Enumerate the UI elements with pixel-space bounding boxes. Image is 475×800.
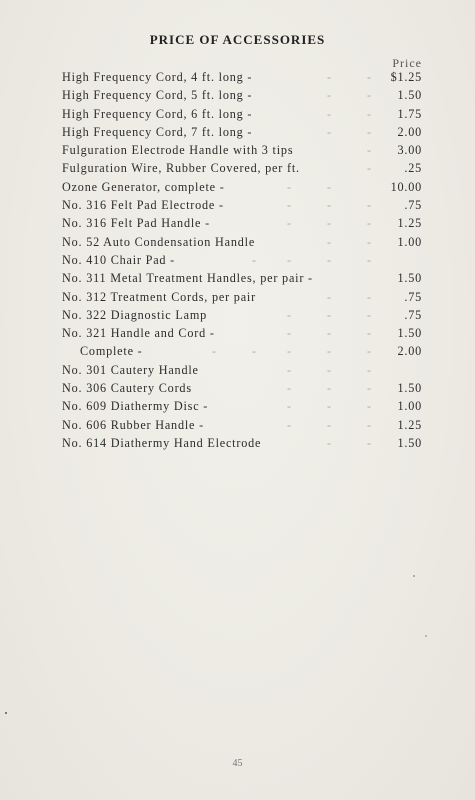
price-row bbox=[62, 381, 422, 399]
page-title: PRICE OF ACCESSORIES bbox=[149, 32, 326, 47]
item-description: No. 321 Handle and Cord - bbox=[62, 326, 215, 341]
item-description: No. 312 Treatment Cords, per pair bbox=[62, 289, 256, 304]
leader-dash: - bbox=[367, 124, 372, 139]
item-description: No. 316 Felt Pad Electrode - bbox=[62, 198, 224, 213]
price-row bbox=[62, 308, 422, 326]
price-row bbox=[62, 363, 422, 381]
leader-dash: - bbox=[212, 344, 217, 359]
leader-dash: - bbox=[367, 381, 372, 396]
item-description: No. 322 Diagnostic Lamp bbox=[62, 307, 207, 322]
price-row bbox=[62, 88, 422, 106]
item-price: 10.00 bbox=[390, 179, 422, 194]
price-row bbox=[62, 107, 422, 125]
item-description: No. 614 Diathermy Hand Electrode bbox=[62, 435, 262, 450]
item-price: 3.00 bbox=[397, 143, 422, 158]
item-description: Fulguration Wire, Rubber Covered, per ft. bbox=[62, 161, 300, 176]
leader-dash: - bbox=[287, 179, 292, 194]
paper-speck bbox=[413, 575, 415, 577]
price-row bbox=[62, 344, 422, 362]
leader-dash: - bbox=[287, 326, 292, 341]
leader-dash: - bbox=[327, 344, 332, 359]
leader-dash: - bbox=[327, 307, 332, 322]
price-row bbox=[62, 198, 422, 216]
leader-dash: - bbox=[367, 417, 372, 432]
leader-dash: - bbox=[367, 143, 372, 158]
leader-dash: - bbox=[327, 289, 332, 304]
leader-dash: - bbox=[367, 106, 372, 121]
leader-dash: - bbox=[367, 326, 372, 341]
leader-dash: - bbox=[287, 417, 292, 432]
leader-dash: - bbox=[367, 344, 372, 359]
item-price: 1.25 bbox=[397, 216, 422, 231]
item-price: .25 bbox=[404, 161, 422, 176]
price-row bbox=[62, 143, 422, 161]
leader-dash: - bbox=[367, 252, 372, 267]
leader-dash: - bbox=[367, 234, 372, 249]
price-row bbox=[62, 161, 422, 179]
item-description: Complete - bbox=[80, 344, 143, 359]
price-row bbox=[62, 180, 422, 198]
price-list bbox=[62, 70, 422, 454]
leader-dash: - bbox=[287, 252, 292, 267]
leader-dash: - bbox=[327, 381, 332, 396]
leader-dash: - bbox=[327, 88, 332, 103]
page-number: 45 bbox=[232, 758, 243, 769]
price-row bbox=[62, 326, 422, 344]
price-row bbox=[62, 70, 422, 88]
leader-dash: - bbox=[327, 362, 332, 377]
price-row bbox=[62, 216, 422, 234]
leader-dash: - bbox=[287, 216, 292, 231]
item-price: 1.50 bbox=[397, 271, 422, 286]
item-price: 1.50 bbox=[397, 88, 422, 103]
price-row bbox=[62, 399, 422, 417]
item-price: 1.25 bbox=[397, 417, 422, 432]
item-price: .75 bbox=[404, 289, 422, 304]
item-price: 2.00 bbox=[397, 124, 422, 139]
leader-dash: - bbox=[252, 344, 257, 359]
item-description: High Frequency Cord, 7 ft. long - bbox=[62, 124, 253, 139]
leader-dash: - bbox=[327, 124, 332, 139]
leader-dash: - bbox=[367, 70, 372, 84]
item-price: 2.00 bbox=[397, 344, 422, 359]
leader-dash: - bbox=[287, 381, 292, 396]
item-price: 1.00 bbox=[397, 234, 422, 249]
price-row bbox=[62, 253, 422, 271]
leader-dash: - bbox=[327, 326, 332, 341]
leader-dash: - bbox=[327, 198, 332, 213]
item-price: 1.50 bbox=[397, 326, 422, 341]
item-description: No. 609 Diathermy Disc - bbox=[62, 399, 209, 414]
price-row bbox=[62, 290, 422, 308]
leader-dash: - bbox=[367, 289, 372, 304]
item-description: High Frequency Cord, 5 ft. long - bbox=[62, 88, 253, 103]
leader-dash: - bbox=[367, 362, 372, 377]
paper-speck bbox=[425, 635, 427, 637]
price-row bbox=[62, 271, 422, 289]
item-price: 1.50 bbox=[397, 381, 422, 396]
item-price: .75 bbox=[404, 198, 422, 213]
leader-dash: - bbox=[327, 106, 332, 121]
price-row bbox=[62, 418, 422, 436]
item-price: $1.25 bbox=[390, 70, 422, 84]
item-description: High Frequency Cord, 4 ft. long - bbox=[62, 70, 253, 84]
leader-dash: - bbox=[367, 435, 372, 450]
item-description: No. 306 Cautery Cords bbox=[62, 381, 192, 396]
item-description: No. 301 Cautery Handle bbox=[62, 362, 199, 377]
item-description: No. 410 Chair Pad - bbox=[62, 252, 176, 267]
leader-dash: - bbox=[327, 216, 332, 231]
leader-dash: - bbox=[327, 234, 332, 249]
leader-dash: - bbox=[252, 252, 257, 267]
item-description: No. 316 Felt Pad Handle - bbox=[62, 216, 210, 231]
item-price: 1.00 bbox=[397, 399, 422, 414]
item-description: Ozone Generator, complete - bbox=[62, 179, 225, 194]
leader-dash: - bbox=[327, 399, 332, 414]
item-price: 1.50 bbox=[397, 435, 422, 450]
price-row bbox=[62, 436, 422, 454]
paper-speck bbox=[5, 712, 7, 714]
price-column-header: Price bbox=[392, 56, 422, 70]
leader-dash: - bbox=[287, 307, 292, 322]
leader-dash: - bbox=[367, 161, 372, 176]
item-description: No. 311 Metal Treatment Handles, per pair - bbox=[62, 271, 313, 286]
leader-dash: - bbox=[327, 179, 332, 194]
leader-dash: - bbox=[327, 252, 332, 267]
item-description: No. 606 Rubber Handle - bbox=[62, 417, 204, 432]
leader-dash: - bbox=[367, 198, 372, 213]
price-row bbox=[62, 125, 422, 143]
leader-dash: - bbox=[327, 417, 332, 432]
leader-dash: - bbox=[287, 362, 292, 377]
price-row bbox=[62, 235, 422, 253]
item-description: No. 52 Auto Condensation Handle bbox=[62, 234, 256, 249]
leader-dash: - bbox=[367, 399, 372, 414]
leader-dash: - bbox=[287, 198, 292, 213]
leader-dash: - bbox=[327, 435, 332, 450]
leader-dash: - bbox=[367, 88, 372, 103]
leader-dash: - bbox=[327, 70, 332, 84]
leader-dash: - bbox=[367, 216, 372, 231]
leader-dash: - bbox=[367, 307, 372, 322]
item-price: 1.75 bbox=[397, 106, 422, 121]
item-price: .75 bbox=[404, 307, 422, 322]
item-description: High Frequency Cord, 6 ft. long - bbox=[62, 106, 253, 121]
leader-dash: - bbox=[287, 344, 292, 359]
leader-dash: - bbox=[287, 399, 292, 414]
item-description: Fulguration Electrode Handle with 3 tips bbox=[62, 143, 294, 158]
